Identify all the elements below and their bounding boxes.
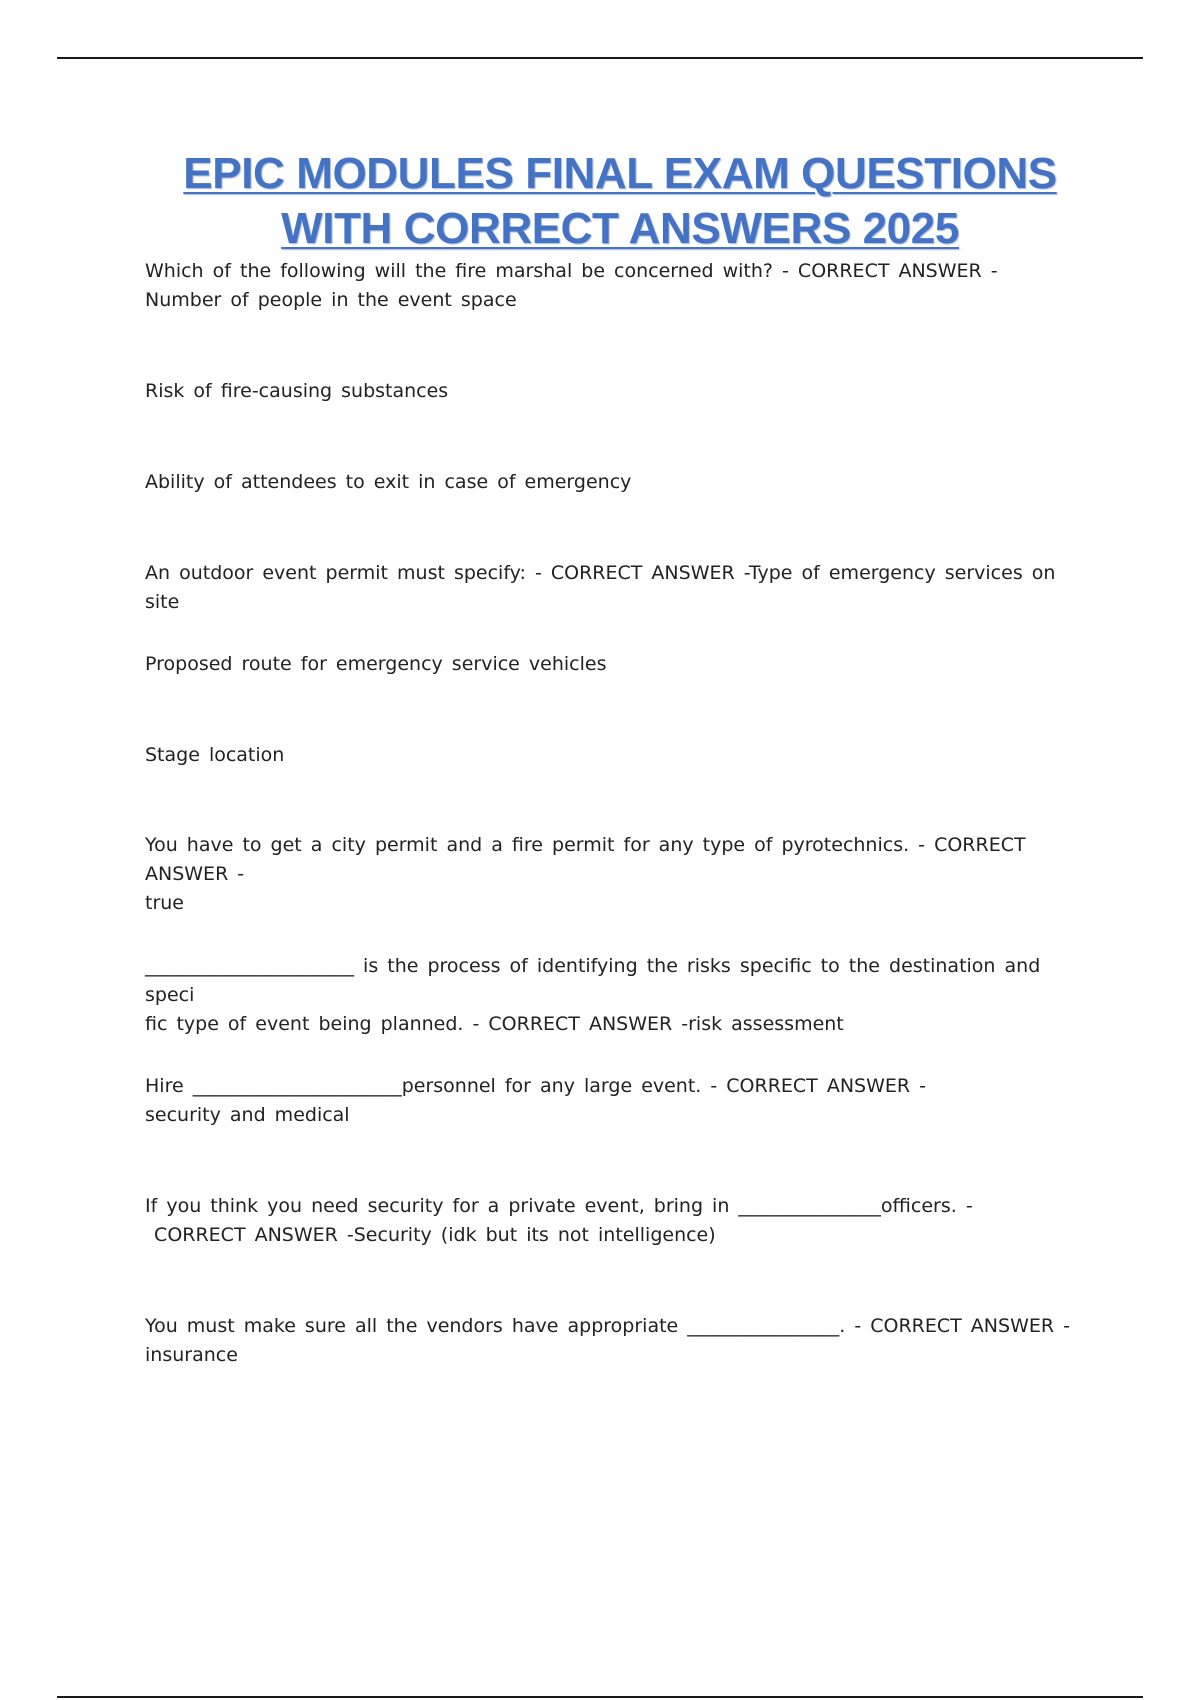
qa-line: ______________________ is the process of identifying the risks specific to the destination and speci — [145, 955, 1050, 1006]
qa-line: Hire ______________________personnel for any large event. - CORRECT ANSWER - — [145, 1075, 926, 1097]
title-line-1: EPIC MODULES FINAL EXAM QUESTIONS — [183, 149, 1057, 198]
qa-block — [145, 1192, 1085, 1250]
qa-line: If you think you need security for a private event, bring in _______________officers. - — [145, 1195, 973, 1217]
qa-line: Number of people in the event space — [145, 289, 517, 311]
qa-line: You have to get a city permit and a fire permit for any type of pyrotechnics. - CORRECT ANSWER - — [145, 834, 1035, 885]
qa-block — [145, 952, 1085, 1039]
qa-block — [145, 650, 1085, 679]
qa-line: security and medical — [145, 1104, 350, 1126]
qa-line: true — [145, 892, 184, 914]
qa-line: fic type of event being planned. - CORRECT ANSWER -risk assessment — [145, 1013, 844, 1035]
top-rule — [57, 57, 1143, 59]
qa-block — [145, 257, 1085, 315]
qa-line: insurance — [145, 1344, 238, 1366]
qa-block — [145, 559, 1085, 617]
qa-block — [145, 377, 1085, 406]
qa-line: Stage location — [145, 744, 285, 766]
qa-block — [145, 741, 1085, 770]
qa-line: Proposed route for emergency service vehicles — [145, 653, 607, 675]
qa-block — [145, 468, 1085, 497]
qa-line: CORRECT ANSWER -Security (idk but its not intelligence) — [145, 1224, 716, 1246]
document-title — [80, 146, 1160, 256]
title-line-2: WITH CORRECT ANSWERS 2025 — [281, 204, 959, 253]
qa-line: Risk of fire-causing substances — [145, 380, 449, 402]
qa-block — [145, 831, 1085, 918]
qa-block — [145, 1072, 1085, 1130]
qa-line: Ability of attendees to exit in case of emergency — [145, 471, 632, 493]
bottom-rule — [57, 1696, 1143, 1698]
qa-line: Which of the following will the fire marshal be concerned with? - CORRECT ANSWER - — [145, 260, 998, 282]
qa-line: You must make sure all the vendors have appropriate ________________. - CORRECT ANSWER - — [145, 1315, 1070, 1337]
qa-line: An outdoor event permit must specify: - CORRECT ANSWER -Type of emergency services on site — [145, 562, 1065, 613]
qa-block — [145, 1312, 1085, 1370]
